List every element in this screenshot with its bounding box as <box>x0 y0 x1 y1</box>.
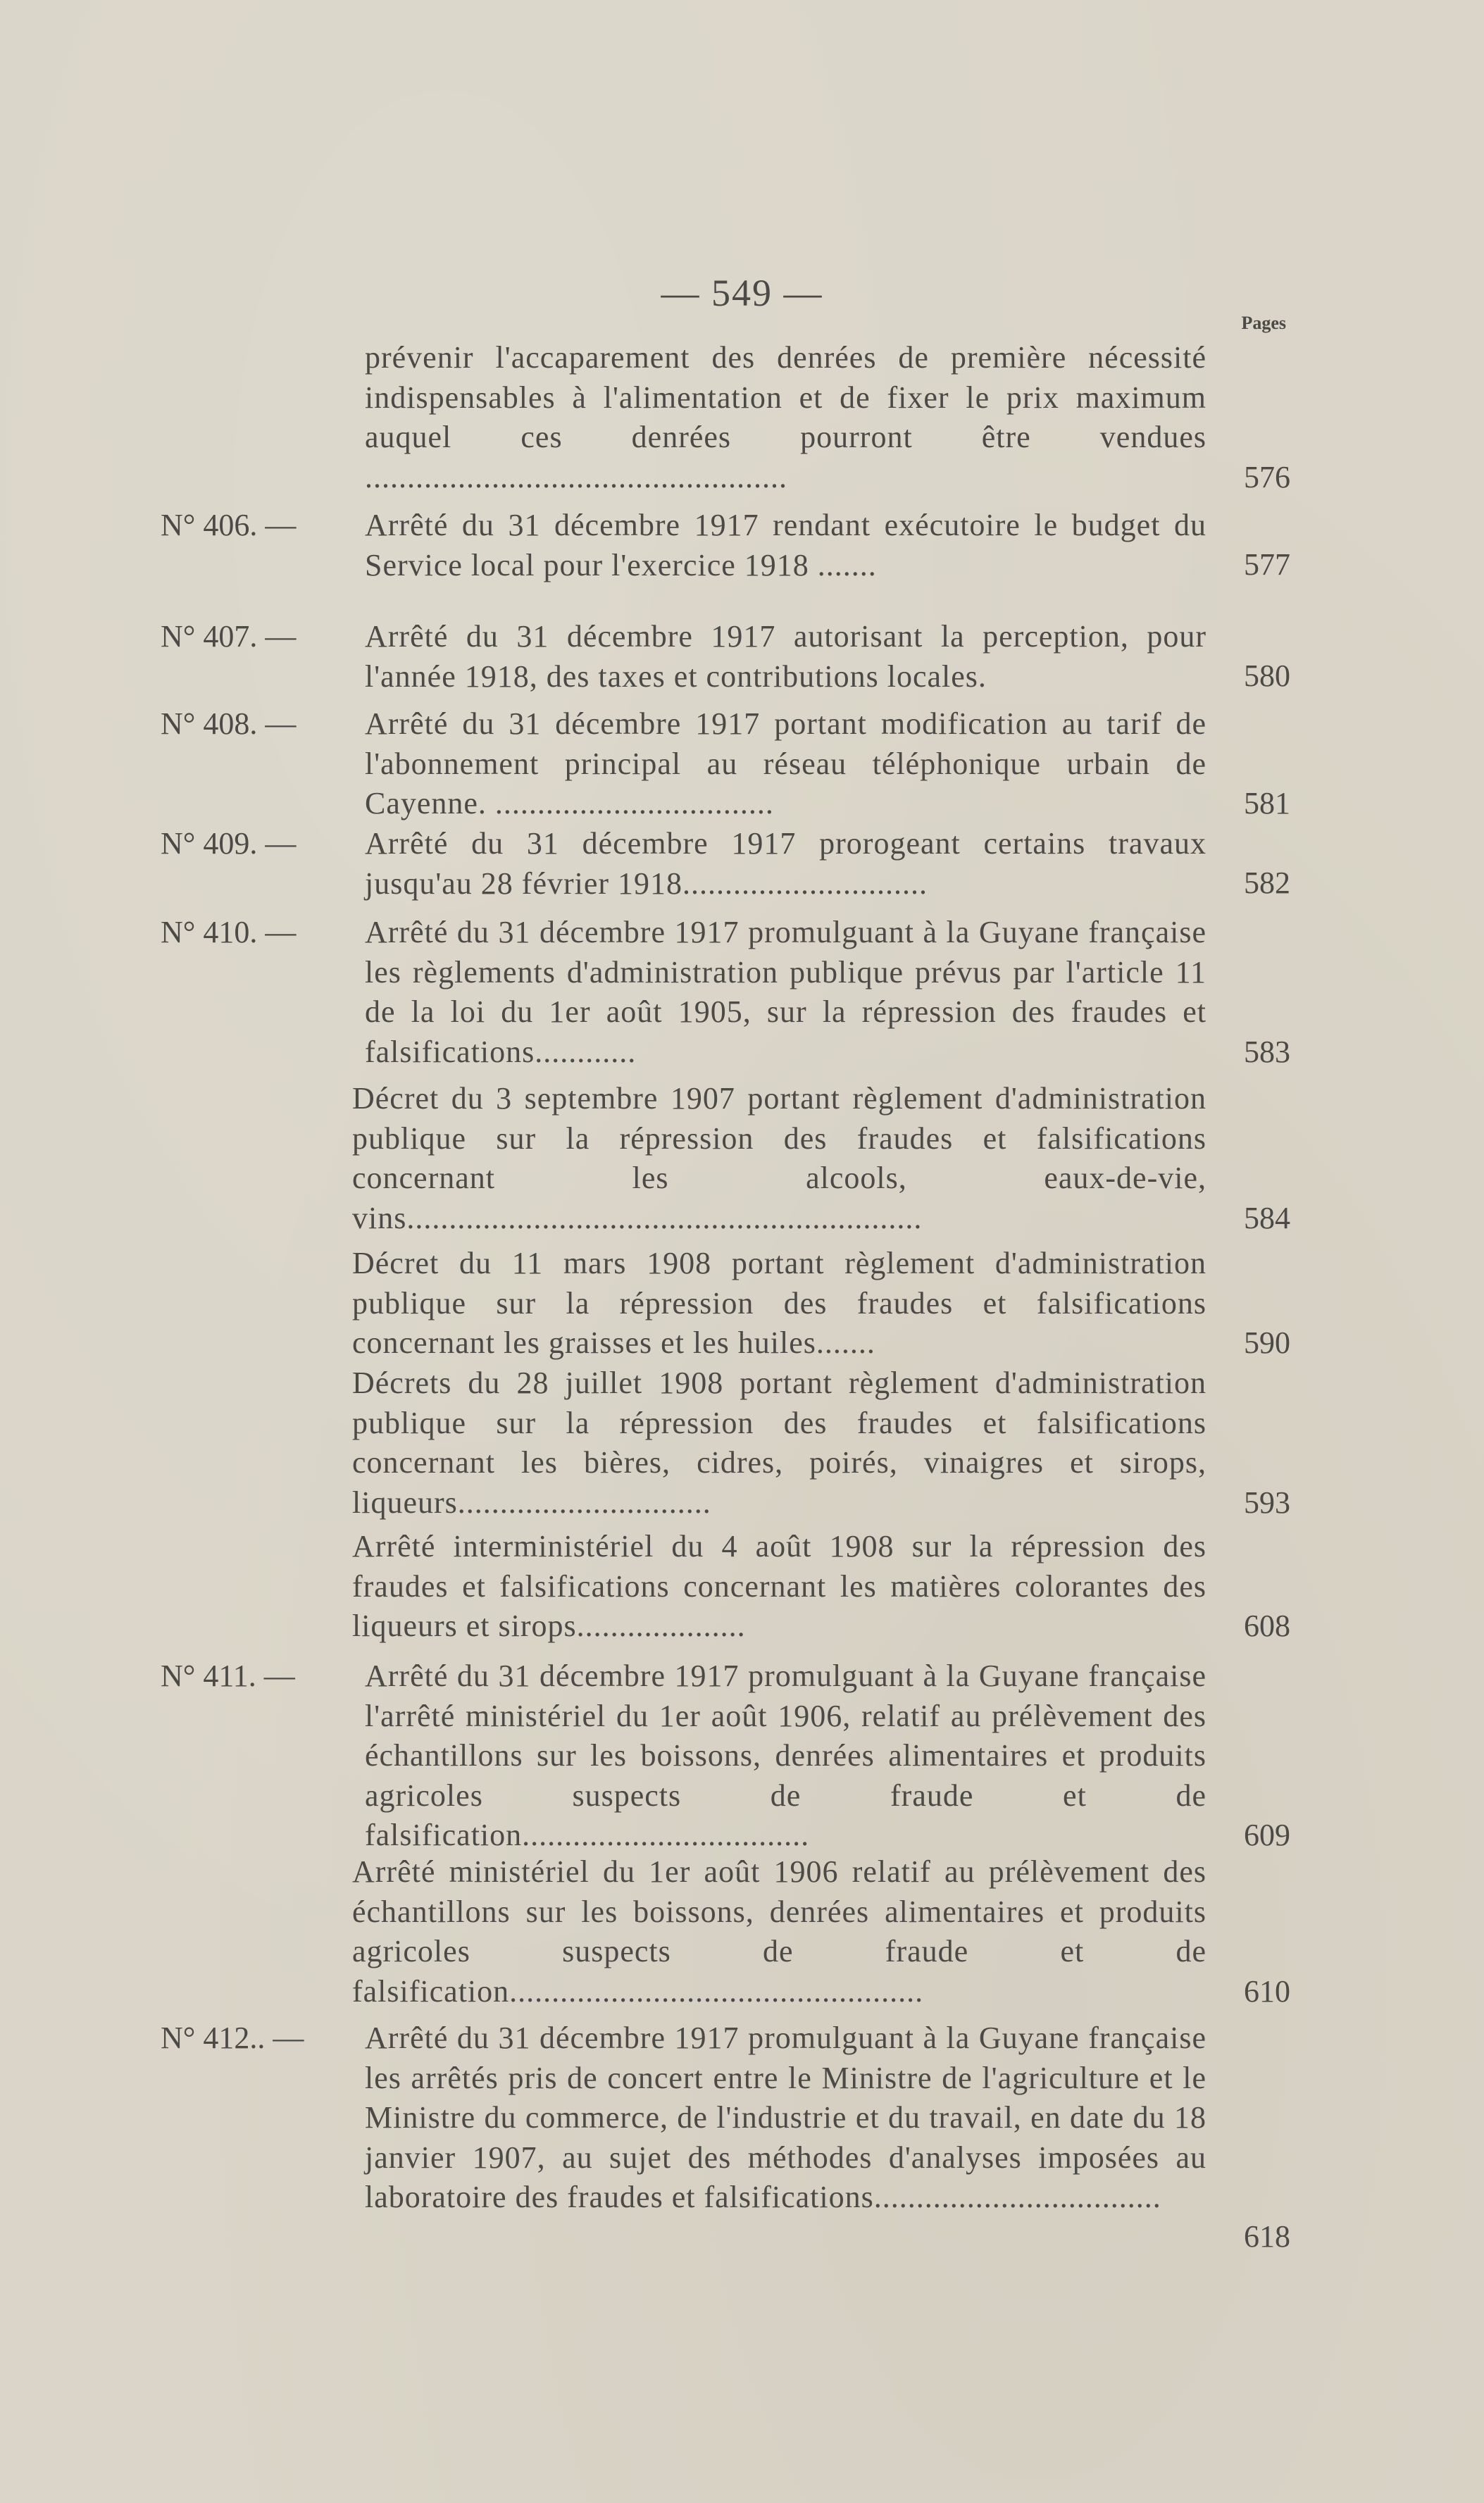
entry-page: 576 <box>1244 460 1290 494</box>
entry-text: Décret du 11 mars 1908 portant règlement d'administration publique sur la répression des fraudes et falsifications concernant les graisses et les huiles....... <box>352 1246 1206 1360</box>
entry-number: N° 409. — <box>161 826 297 861</box>
entry-text: Arrêté du 31 décembre 1917 prorogeant certains travaux jusqu'au 28 février 1918............................. <box>365 826 1206 901</box>
entry-page: 577 <box>1244 547 1290 582</box>
entry-number: N° 412.. — <box>161 2021 304 2055</box>
entry-text: prévenir l'accaparement des denrées de première nécessité indispensables à l'alimentation et de fixer le prix maximum auquel ces denrées pourront être vendues .................................................. <box>365 340 1206 494</box>
entry-page: 618 <box>1244 2219 1290 2254</box>
entry-page: 584 <box>1244 1201 1290 1235</box>
entry-number: N° 410. — <box>161 915 297 949</box>
entry-page: 590 <box>1244 1325 1290 1360</box>
entry-page: 581 <box>1244 786 1290 820</box>
entry-text: Arrêté du 31 décembre 1917 promulguant à la Guyane française les arrêtés pris de concert entre le Ministre de l'agriculture et le Ministre du commerce, de l'industrie et du travail, en date du 18 janvier 1907, au sujet des méthodes d'analyses imposées au laboratoire des fraudes et falsifications.................................. <box>365 2021 1206 2214</box>
entry-text: Arrêté ministériel du 1er août 1906 relatif au prélèvement des échantillons sur les boissons, denrées alimentaires et produits agricoles suspects de fraude et de falsification................................................. <box>352 1854 1206 2009</box>
entry-text: Arrêté du 31 décembre 1917 rendant exécutoire le budget du Service local pour l'exercice 1918 ....... <box>365 508 1206 582</box>
pages-column-label: Pages <box>1241 313 1286 333</box>
entry-page: 580 <box>1244 658 1290 693</box>
entry-text: Décrets du 28 juillet 1908 portant règlement d'administration publique sur la répression des fraudes et falsifications concernant les bières, cidres, poirés, vinaigres et sirops, liqueurs.............................. <box>352 1366 1206 1520</box>
entry-number: N° 407. — <box>161 619 297 654</box>
entry-page: 583 <box>1244 1035 1290 1069</box>
entry-text: Arrêté du 31 décembre 1917 promulguant à la Guyane française l'arrêté ministériel du 1er août 1906, relatif au prélèvement des échantillons sur les boissons, denrées alimentaires et produits agricoles suspects de fraude et de falsification.................................. <box>365 1659 1206 1852</box>
entry-page: 609 <box>1244 1818 1290 1852</box>
entry-text: Décret du 3 septembre 1907 portant règlement d'administration publique sur la répression des fraudes et falsifications concernant les alcools, eaux-de-vie, vins............................................................. <box>352 1081 1206 1235</box>
entry-text: Arrêté du 31 décembre 1917 autorisant la perception, pour l'année 1918, des taxes et contributions locales. <box>365 619 1206 694</box>
entry-number: N° 406. — <box>161 508 297 542</box>
entry-number: N° 408. — <box>161 706 297 741</box>
entry-number: N° 411. — <box>161 1659 295 1693</box>
entry-text: Arrêté du 31 décembre 1917 portant modification au tarif de l'abonnement principal au réseau téléphonique urbain de Cayenne. ................................. <box>365 706 1206 820</box>
entry-page: 582 <box>1244 866 1290 900</box>
entry-text: Arrêté du 31 décembre 1917 promulguant à la Guyane française les règlements d'administration publique prévus par l'article 11 de la loi du 1er août 1905, sur la répression des fraudes et falsifications............ <box>365 915 1206 1069</box>
page-number: — 549 — <box>661 272 823 314</box>
entry-page: 593 <box>1244 1485 1290 1520</box>
entry-page: 608 <box>1244 1609 1290 1643</box>
entry-page: 610 <box>1244 1974 1290 2009</box>
entry-text: Arrêté interministériel du 4 août 1908 sur la répression des fraudes et falsifications concernant les matières colorantes des liqueurs et sirops.................... <box>352 1529 1206 1643</box>
